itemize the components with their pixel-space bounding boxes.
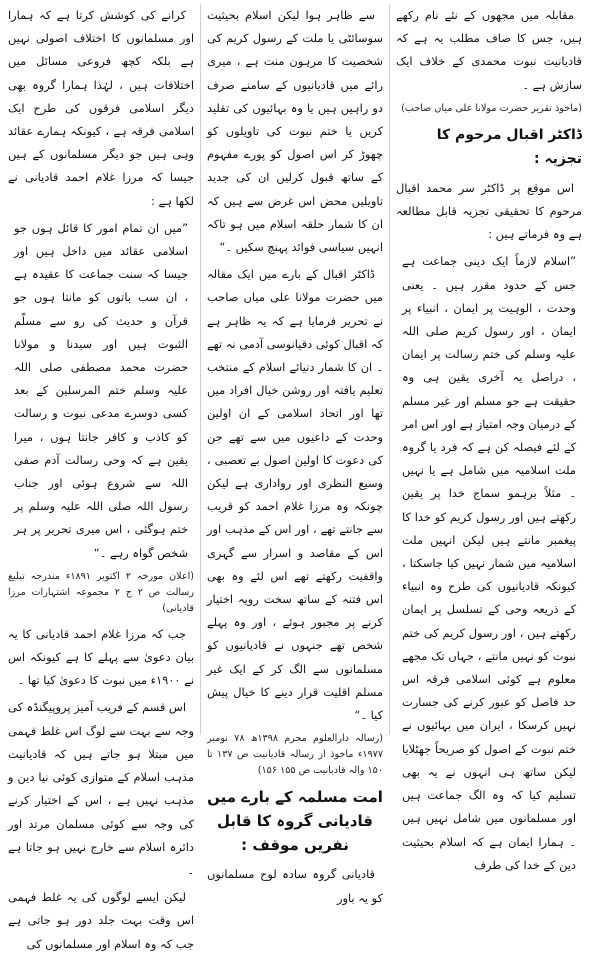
- column-left: [4, 4, 200, 951]
- paragraph: اس قسم کے فریب آمیز پروپیگنڈہ کی وجہ سے بہت سے لوگ اس غلط فہمی میں مبتلا ہو جاتے ہیں کہ قادیانیت مذہب اسلام کے متوازی کوئی نیا دین و مذہب نہیں ہے ، اس کے اختیار کرنے کی وجہ سے کوئی مسلمان مرتد اور دائرہ اسلام سے خارج نہیں ہو جاتا ہے ۔: [7, 700, 194, 877]
- column-middle: [200, 4, 390, 905]
- paragraph: مقابلہ میں مجھوں کے نئے نام رکھے ہیں، جس کا صاف مطلب یہ ہے کہ قادیانیت نبوت محمدی کے خلاف ایک سازش ہے ۔: [396, 8, 582, 92]
- column-right: [390, 4, 586, 872]
- paragraph: اس موقع پر ڈاکٹر سر محمد اقبال مرحوم کا تحقیقی تجزیہ قابل مطالعہ ہے وہ فرماتے ہیں :: [396, 180, 582, 242]
- paragraph: جب کہ مرزا غلام احمد قادیانی کا یہ بیان دعویٰ سے پہلے کا ہے کیونکہ اس نے ۱۹۰۰ء میں نبوت کا دعویٰ کیا تھا ۔: [8, 626, 194, 688]
- paragraph: ڈاکٹر اقبال کے بارے میں ایک مقالہ میں حضرت مولانا علی میاں صاحب نے تحریر فرمایا ہے کہ یہ ظاہر ہے کہ اقبال کوئی دقیانوسی آدمی نہ تھے ۔ ان کا شمار دنیائے اسلام کے منتخب تعلیم یافتہ اور روشن خیال افراد میں تھا اور اتحاد اسلامی کے ان اولین وحدت کے داعیوں میں سے تھے جن کی دعوت کا اولین اصول بے تعصبی ، وسیع النظری اور رواداری ہے لیکن چونکہ وہ مرزا غلام احمد کو قریب سے جانتے تھے ، اور اس کے مذہب اور اس کے مقاصد و اسرار سے گہری واقفیت رکھتے تھے اس لئے وہ بھی اس فتنہ کے ساتھ سخت رویہ اختیار کرنے پر مجبور ہوئے ، اور وہ پہلے شخص تھے جنہوں نے قادیانیوں کو مسلمانوں سے الگ کر کے ایک غیر مسلم اقلیت قرار دینے کا خیال پیش کیا ۔“: [207, 267, 383, 723]
- source-reference: (رسالہ دارالعلوم محرم ۱۳۹۸ھ ۷۸ نومبر ۱۹۷۷ء ماخوذ از رسالہ قادیانیت ص ۱۳۷ تا ۱۵۰ والہ قادیانیت ص ۱۵۵ ۱۵۶): [207, 733, 383, 777]
- paragraph: قادیانی گروہ سادہ لوح مسلمانوں کو یہ باور: [207, 867, 383, 905]
- mirza-quote: ”میں ان تمام امور کا قائل ہوں جو اسلامی عقائد میں داخل ہیں اور جیسا کہ سنت جماعت کا عقیدہ ہے ، ان سب باتوں کو مانتا ہوں جو قرآن و حدیث کی رو سے مسلّم الثبوت ہیں اور سیدنا و مولانا حضرت محمد مصطفی صلی اللہ علیہ وسلم ختم المرسلین کے بعد کسی دوسرے مدعی نبوت و رسالت کو کاذب و کافر جانتا ہوں ، میرا یقین ہے کہ وحی رسالت آدم صفی اللہ سے شروع ہوئی اور جناب رسول اللہ صلی اللہ علیہ وسلم پر ختم ہوگئی ، اس میری تحریر پر ہر شخص گواہ رہے ۔“: [14, 220, 188, 560]
- paragraph: سے ظاہر ہوا لیکن اسلام بحیثیت سوسائٹی یا ملت کے رسول کریم کی شخصیت کا مرہون منت ہے ، میری رائے میں قادیانیوں کے سامنے صرف دو راہیں ہیں یا وہ بہائیوں کی تقلید کریں یا ختم نبوت کی تاویلوں کو چھوڑ کر اس اصول کو پورے مفہوم کے ساتھ قبول کرلیں ان کی جدید تاویلیں محض اس غرض سے ہیں کہ ان کا شمار حلقہ اسلام میں ہو تاکہ انہیں سیاسی فوائد پہنچ سکیں ۔“: [207, 8, 383, 255]
- iqbal-quote: ”اسلام لازماً ایک دینی جماعت ہے جس کے حدود مقرر ہیں ۔ یعنی وحدت ، الوہیت پر ایمان ، انبیاء پر ایمان ، اور رسول کریم صلی اللہ علیہ وسلم کی ختم رسالت پر ایمان ، دراصل یہ آخری یقین ہی وہ حقیقت ہے جو مسلم اور غیر مسلم کے درمیان وجہ امتیاز ہے اور اس امر کے لئے فیصلہ کن ہے کہ فرد یا گروہ ملت اسلامیہ میں شامل ہے یا نہیں ۔ مثلاً برہمو سماج خدا پر یقین رکھتے ہیں اور رسول کریم کو خدا کا پیغمبر مانتے ہیں لیکن انہیں ملت اسلامیہ میں شمار نہیں کیا جاسکتا ، کیونکہ قادیانیوں کی طرح وہ انبیاء کے ذریعہ وحی کے تسلسل پر ایمان رکھتے ہیں ، اور رسول کریم کی ختم نبوت کو نہیں مانتے ، جہاں تک مجھے معلوم ہے کوئی اسلامی فرقہ اس حد فاصل کو عبور کرنے کی جسارت نہیں کرسکا ، ایران میں بہائیوں نے ختم نبوت کے اصول کو صریحاً جھٹلایا لیکن ساتھ ہی انہوں نے یہ بھی تسلیم کیا کہ وہ الگ جماعت ہیں اور مسلمانوں میں شامل نہیں ہیں ۔ ہمارا ایمان ہے کہ اسلام بحیثیت دین کے خدا کی طرف: [402, 254, 576, 872]
- paragraph: کرانے کی کوشش کرتا ہے کہ ہمارا اور مسلمانوں کا اختلاف اصولی نہیں ہے بلکہ کچھ فروعی مسائل میں اختلافات ہیں ، لہٰذا ہمارا گروہ بھی دیگر اسلامی فرقوں کی طرح ایک اسلامی فرقہ ہے ، کیونکہ ہمارے عقائد وہی ہیں جو دیگر مسلمانوں کے ہیں جیسا کہ مرزا غلام احمد قادیانی نے لکھا ہے :: [8, 8, 194, 208]
- paragraph: لیکن ایسے لوگوں کی یہ غلط فہمی اس وقت بہت جلد دور ہو جاتی ہے جب کہ وہ اسلام اور مسلمانوں کی: [8, 890, 194, 951]
- section-heading-iqbal: ڈاکٹر اقبال مرحوم کا تجزیہ :: [436, 126, 582, 167]
- source-reference: (ماخوذ تقریر حضرت مولانا علی میاں صاحب): [401, 102, 582, 114]
- section-heading-ummah: امت مسلمہ کے بارے میں قادیانی گروہ کا قابل نفریں موقف :: [207, 788, 383, 855]
- source-reference: (اعلان مورخہ ۲ اکتوبر ۱۸۹۱ء مندرجہ تبلیغ رسالت ص ۲ ج ۲ مجموعہ اشتہارات مرزا قادیانی): [8, 570, 194, 614]
